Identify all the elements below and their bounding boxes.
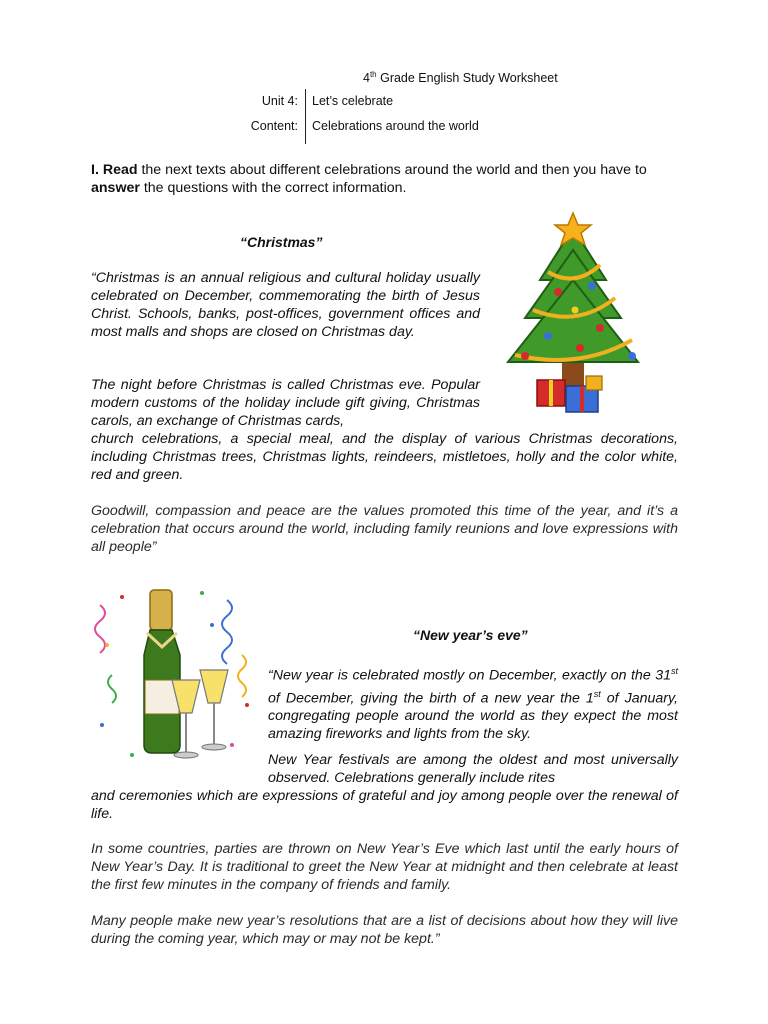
content-value: Celebrations around the world	[312, 119, 479, 133]
unit-value: Let’s celebrate	[312, 94, 394, 108]
worksheet-title: 4th Grade English Study Worksheet	[363, 70, 558, 86]
newyear-paragraph-3: In some countries, parties are thrown on New Year’s Eve which last until the early hours of New Year’s Day. It is traditional to greet the New Year at midnight and then celebrate at least the first few minutes in the company of friends and family.	[91, 841, 678, 893]
christmas-heading: “Christmas”	[240, 234, 323, 250]
unit-label: Unit 4:	[261, 94, 298, 108]
newyear-paragraph-2a: New Year festivals are among the oldest and most universally observed. Celebrations generally include rites	[268, 752, 678, 786]
christmas-paragraph-2a: The night before Christmas is called Christmas eve. Popular modern customs of the holiday include gift giving, Christmas carols, an exchange of Christmas cards,	[91, 377, 480, 429]
christmas-paragraph-1: “Christmas is an annual religious and cultural holiday usually celebrated on December, commemorating the birth of Jesus Christ. Schools, banks, post-offices, government offices and most malls and shops are closed on Christmas day.	[91, 270, 480, 340]
newyear-paragraph-2b: and ceremonies which are expressions of grateful and joy among people over the renewal of life.	[91, 788, 678, 822]
champagne-bottle-glasses-icon	[92, 585, 257, 770]
christmas-tree-icon	[500, 210, 645, 415]
header-divider	[305, 89, 306, 144]
newyear-heading: “New year’s eve”	[413, 627, 528, 643]
newyear-paragraph-4: Many people make new year’s resolutions that are a list of decisions about how they will live during the coming year, which may or may not be kept.”	[91, 913, 678, 947]
content-label: Content:	[250, 119, 298, 133]
christmas-paragraph-3: Goodwill, compassion and peace are the values promoted this time of the year, and it’s a celebration that occurs around the world, including family reunions and love expressions with all people”	[91, 503, 678, 555]
christmas-paragraph-2b: church celebrations, a special meal, and the display of various Christmas decorations, including Christmas trees, Christmas lights, reindeers, mistletoes, holly and the color white, red and green.	[91, 431, 678, 483]
instruction-text: I. Read the next texts about different celebrations around the world and then you have to answer the questions with the correct information.	[91, 162, 647, 196]
newyear-paragraph-1: “New year is celebrated mostly on December, exactly on the 31st of December, giving the birth of a new year the 1st of January, congregating people around the world as they expect the most amazing fireworks and lights from the sky.	[268, 666, 678, 743]
